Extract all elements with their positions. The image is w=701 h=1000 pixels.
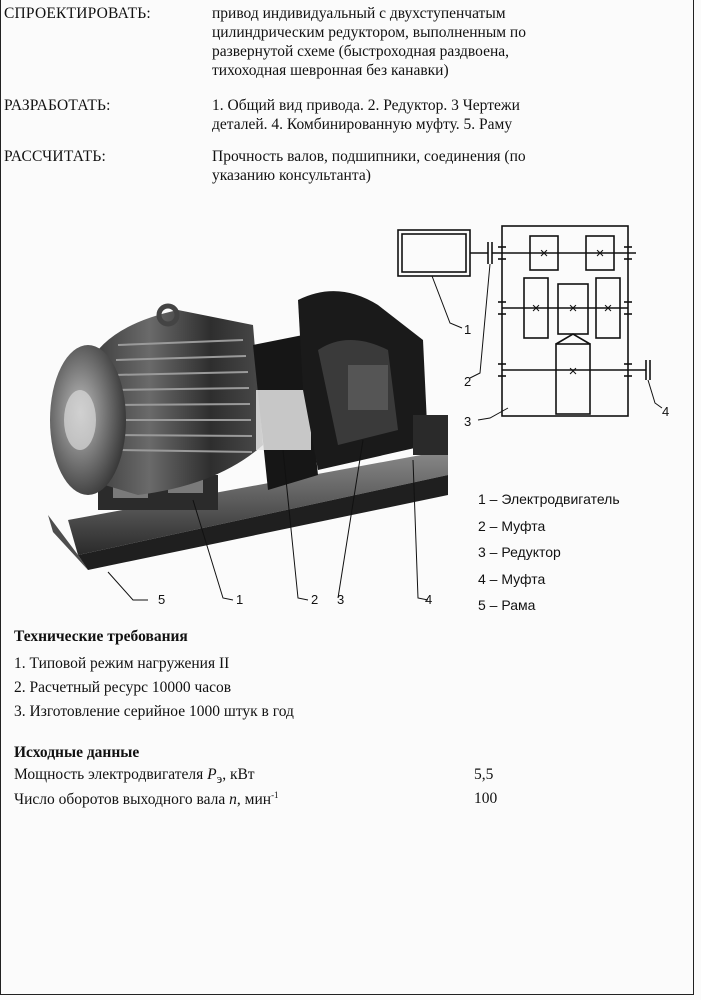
calculate-line: Прочность валов, подшипники, соединения (по <box>212 148 526 165</box>
requirements-list <box>14 652 294 724</box>
scheme-gear-mark: × <box>568 300 578 317</box>
param-label-text: Мощность электродвигателя <box>14 766 208 783</box>
requirement-item: 2. Расчетный ресурс 10000 часов <box>14 679 232 696</box>
scheme-leader-4 <box>648 380 662 408</box>
scheme-motor-inner <box>402 234 466 272</box>
requirement-item: 3. Изготовление серийное 1000 штук в год <box>14 703 294 720</box>
param-symbol: P <box>207 766 217 783</box>
requirements-title: Технические требования <box>14 628 188 645</box>
param-label <box>14 766 255 787</box>
scheme-gear-mark: × <box>531 300 541 317</box>
param-symbol: n <box>229 791 237 809</box>
photo-callout-4: 4 <box>425 592 433 607</box>
scheme-motor <box>398 230 470 276</box>
param-subscript: э <box>216 771 223 787</box>
design-label: СПРОЕКТИРОВАТЬ: <box>4 5 151 22</box>
scheme-gear-mark: × <box>539 245 549 262</box>
photo-callout-1: 1 <box>236 592 244 607</box>
legend-item: 5 – Рама <box>478 597 536 613</box>
component-legend <box>478 486 620 619</box>
param-value: 100 <box>474 790 498 807</box>
design-line: привод индивидуальный с двухступенчатым <box>212 5 506 22</box>
scheme-callout-3: 3 <box>464 414 472 429</box>
scheme-gear-mark: × <box>603 300 613 317</box>
scheme-callout-2: 2 <box>464 374 472 389</box>
param-value: 5,5 <box>474 766 494 783</box>
scheme-gear-mark: × <box>568 363 578 380</box>
gearbox-kinematic-scheme <box>380 218 670 438</box>
scheme-leader-3 <box>478 408 508 420</box>
param-label <box>14 790 279 809</box>
scheme-leader-2 <box>470 264 490 378</box>
legend-item: 1 – Электродвигатель <box>478 491 620 507</box>
scheme-herringbone-mark <box>556 334 590 344</box>
param-label-text: Число оборотов выходного вала <box>14 791 230 809</box>
param-unit: , кВт <box>222 766 255 783</box>
calculate-line: указанию консультанта) <box>212 167 371 184</box>
initial-data-title: Исходные данные <box>14 744 140 761</box>
develop-line: 1. Общий вид привода. 2. Редуктор. 3 Чертежи <box>212 97 520 114</box>
calculate-text <box>212 147 622 185</box>
scheme-gear-mark: × <box>595 245 605 262</box>
legend-item: 2 – Муфта <box>478 517 546 534</box>
design-line: цилиндрическим редуктором, выполненным по <box>212 24 526 41</box>
calculate-label: РАССЧИТАТЬ: <box>4 148 107 165</box>
develop-line: деталей. 4. Комбинированную муфту. 5. Раму <box>212 116 513 133</box>
photo-callout-2: 2 <box>311 592 319 607</box>
scheme-callout-4: 4 <box>662 404 670 419</box>
design-line: тихоходная шевронная без канавки) <box>212 62 449 79</box>
develop-label: РАЗРАБОТАТЬ: <box>4 97 111 114</box>
requirement-item: 1. Типовой режим нагружения II <box>14 655 230 672</box>
legend-item: 3 – Редуктор <box>478 544 561 560</box>
coupling-highlight <box>256 390 311 450</box>
scheme-callout-1: 1 <box>464 322 472 337</box>
motor-cap-highlight <box>64 390 96 450</box>
param-unit-sup: -1 <box>271 790 279 800</box>
legend-item: 4 – Муфта <box>478 570 546 587</box>
param-unit: , мин <box>236 791 272 809</box>
design-line: развернутой схеме (быстроходная раздвоена, <box>212 43 510 60</box>
scheme-gearbox-housing <box>502 226 628 416</box>
design-text <box>212 4 622 80</box>
photo-callout-5: 5 <box>158 592 166 607</box>
develop-text <box>212 96 622 134</box>
scheme-leader-1 <box>432 276 462 328</box>
photo-callout-3: 3 <box>337 592 345 607</box>
